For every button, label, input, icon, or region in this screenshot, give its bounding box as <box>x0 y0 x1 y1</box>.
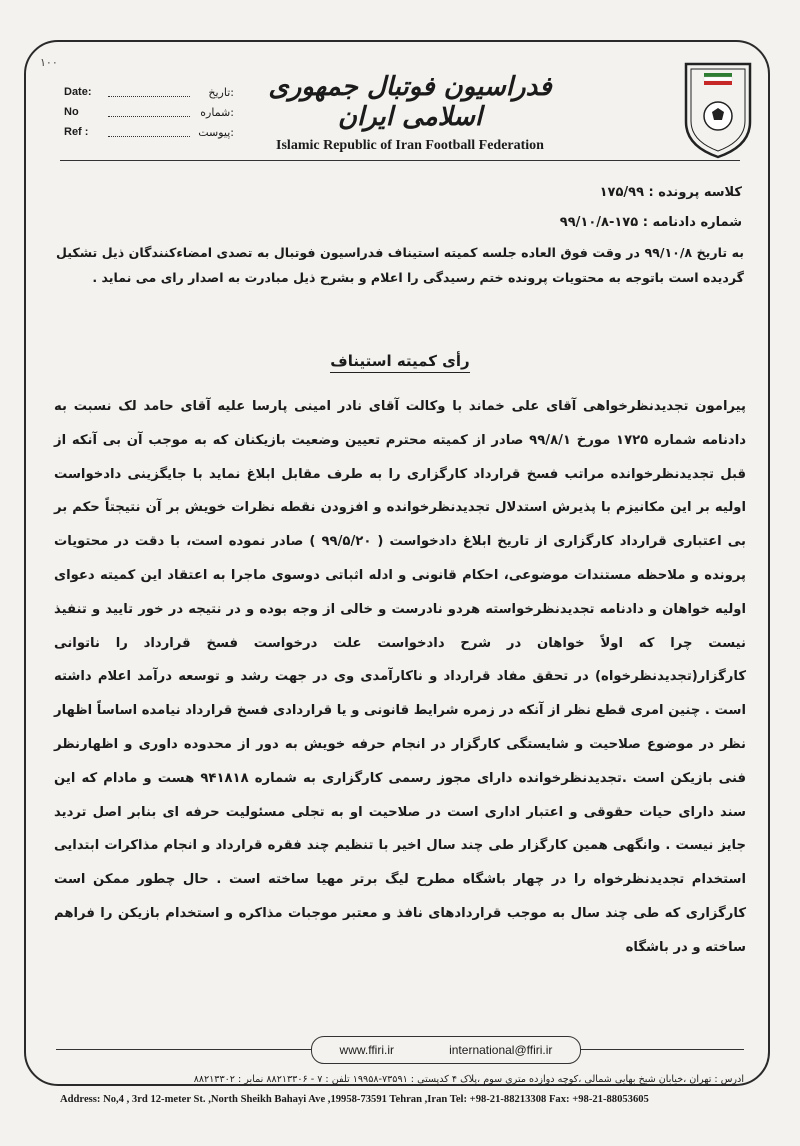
verdict-body-paragraph: پیرامون تجدیدنظرخواهی آقای علی خماند با وکالت آقای نادر امینی پارسا علیه آقای حامد لک نسبت به دادنامه شماره ۱۷۲۵ مورخ ۹۹/۸/۱ صادر از کمیته محترم تعیین وضعیت بازیکنان که به موجب آن بی آنکه از قبل تجدیدنظرخوانده مراتب فسخ قرارداد کارگزاری را به طرف مقابل ابلاغ نماید با جایگزینی دادخواست اولیه بر این مکانیزم با پذیرش استدلال تجدیدنظرخوانده و افزودن نقطه نظرات خویش بر آن نتیجتاً حکم بر بی اعتباری قرارداد کارگزاری از تاریخ ابلاغ دادخواست ( ۹۹/۵/۲۰ ) صادر نموده است، با دقت در محتویات پرونده و ملاحظه مستندات موضوعی، احکام قانونی و ادله اثباتی دوسوی ماجرا به اعتقاد این کمیته دعوای اولیه خواهان و دادنامه تجدیدنظرخواسته هردو نادرست و خالی از وجه بوده و در نتیجه در خور تایید و تنفیذ نیست چرا که اولاً خواهان در شرح دادخواست علت درخواست فسخ قرارداد را ناتوانی کارگزار(تجدیدنظرخواه) در تحقق مفاد قرارداد و ناکارآمدی وی در جهت رشد و توسعه درآمد اعلام داشته است . چنین امری قطع نظر از آنکه در زمره شرایط قانونی و یا قراردادی فسخ قرارداد نیامده اساساً اظهار نظر در موضوع صلاحیت و شایستگی کارگزار در انجام حرفه خویش به دور از محدوده داوری و اظهارنظر فنی بازیکن است .تجدیدنظرخوانده دارای مجوز رسمی کارگزاری به شماره ۹۴۱۸۱۸ هست و مادام که این سند دارای حیات حقوقی و اعتبار اداری است در صلاحیت او به تجلی مسئولیت حرفه ای بنابر اصل تردید جایز نیست . وانگهی همین کارگزار طی چند سال اخیر با تنظیم چند فقره قرارداد و انجام مذاکرات ابتدایی استخدام تجدیدنظرخواه را در چهار باشگاه مطرح لیگ برتر مهیا ساخته است . حال چطور ممکن است کارگزاری که طی چند سال به موجب قراردادهای نافذ و معتبر موجبات مذاکره و استخدام بازیکن را فراهم ساخته و در باشگاه <box>54 399 746 955</box>
address-fa: آدرس : تهران ،خیابان شیخ بهایی شمالی ،کوچه دوازده متری سوم ،پلاک ۴ کدپستی : ۷۳۵۹۱-۱۹۹۵۸ تلفن : ۷ - ۸۸۲۱۳۳۰۶ نمابر : ۸۸۲۱۳۳۰۲ <box>193 1074 744 1085</box>
meta-ref-label-fa: پیوست: <box>198 125 234 139</box>
section-heading-text: رأی کمیته استیناف <box>330 352 469 373</box>
email-link[interactable]: international@ffiri.ir <box>449 1043 553 1057</box>
intro-paragraph: به تاریخ ۹۹/۱۰/۸ در وقت فوق العاده جلسه کمیته استیناف فدراسیون فوتبال به تصدی امضاءکنندگان ذیل تشکیل گردیده است باتوجه به محتویات پرونده ختم رسیدگی را اعلام و بشرح ذیل مبادرت به اصدار رای می نماید . <box>56 245 744 285</box>
verdict-number: شماره دادنامه : ۱۷۵-۹۹/۱۰/۸ <box>559 215 742 230</box>
meta-ref-line <box>108 128 190 137</box>
meta-ref-row <box>64 122 234 142</box>
letterhead <box>250 72 570 154</box>
address-en: Address: No,4 , 3rd 12-meter St. ,North Sheikh Bahayi Ave ,19958-73591 Tehran ,Iran Tel: +98-21-88213308 Fax: +98-21-88053605 <box>60 1094 649 1105</box>
meta-date-line <box>108 88 190 97</box>
footer-contact-pill <box>311 1036 581 1064</box>
header-divider <box>60 160 740 161</box>
meta-number-line <box>108 108 190 117</box>
meta-date-row <box>64 82 234 102</box>
meta-number-label-fa: شماره: <box>200 105 234 119</box>
meta-number-label-en: No <box>64 106 79 118</box>
website-link[interactable]: www.ffiri.ir <box>339 1043 394 1057</box>
meta-ref-label-en: Ref : <box>64 126 89 138</box>
meta-date-label-en: Date: <box>64 86 92 98</box>
federation-logo-icon <box>682 60 754 160</box>
file-summary: کلاسه پرونده : ۱۷۵/۹۹ <box>599 185 742 200</box>
letter-meta <box>64 82 234 142</box>
case-info <box>442 178 742 238</box>
corner-mark: ۱۰۰ <box>40 56 58 69</box>
verdict-body <box>54 390 746 965</box>
federation-title-en: Islamic Republic of Iran Football Federation <box>276 138 544 153</box>
meta-number-row <box>64 102 234 122</box>
section-heading <box>0 352 800 370</box>
footer-contact-bar <box>56 1042 744 1058</box>
federation-title-fa: فدراسیون فوتبال جمهوری اسلامی ایران <box>268 72 552 132</box>
meta-date-label-fa: تاریخ: <box>208 85 234 99</box>
